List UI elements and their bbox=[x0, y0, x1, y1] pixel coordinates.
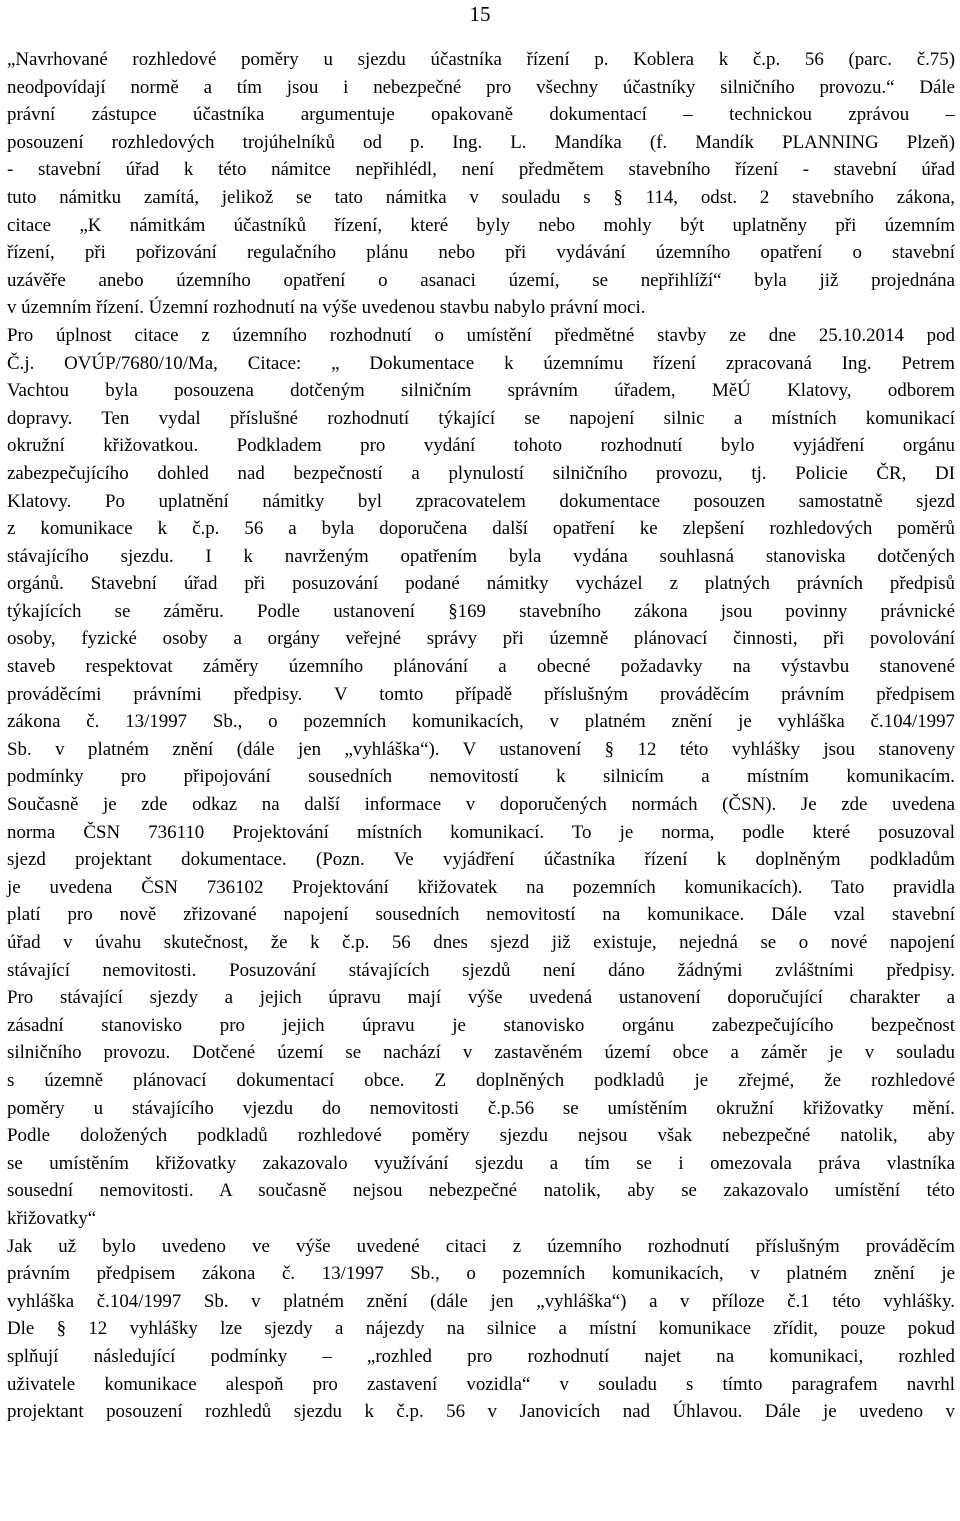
text-line: staveb respektovat záměry územního plánování a obecné požadavky na výstavbu stanovené bbox=[7, 656, 955, 678]
text-line: osoby, fyzické osoby a orgány veřejné správy při územně plánovací činnosti, při povolování bbox=[7, 628, 955, 650]
text-line: tuto námitku zamítá, jelikož se tato námitka v souladu s § 114, odst. 2 stavebního zákona, bbox=[7, 186, 955, 208]
text-line: stávající nemovitosti. Posuzování stávajících sjezdů není dáno žádnými zvláštními předpisy. bbox=[7, 959, 955, 981]
text-line: s územně plánovací dokumentací obce. Z doplněných podkladů je zřejmé, že rozhledové bbox=[7, 1069, 955, 1091]
text-line: neodpovídají normě a tím jsou i nebezpečné pro všechny účastníky silničního provozu.“ Dále bbox=[7, 76, 955, 98]
text-line: citace „K námitkám účastníků řízení, které byly nebo mohly být uplatněny při územním bbox=[7, 214, 955, 236]
text-line: z komunikace k č.p. 56 a byla doporučena další opatření ke zlepšení rozhledových poměrů bbox=[7, 518, 955, 540]
text-line: zákona č. 13/1997 Sb., o pozemních komunikacích, v platném znění je vyhláška č.104/1997 bbox=[7, 711, 955, 733]
text-line: sjezd projektant dokumentace. (Pozn. Ve vyjádření účastníka řízení k doplněným podkladům bbox=[7, 849, 955, 871]
text-line: úřad v úvahu skutečnost, že k č.p. 56 dnes sjezd již existuje, nejedná se o nové napojení bbox=[7, 932, 955, 953]
text-line: splňují následující podmínky – „rozhled pro rozhodnutí najet na komunikaci, rozhled bbox=[7, 1345, 955, 1367]
text-line: poměry u stávajícího vjezdu do nemovitosti č.p.56 se umístěním okružní křižovatky mění. bbox=[7, 1097, 955, 1119]
text-line: Sb. v platném znění (dále jen „vyhláška“). V ustanovení § 12 této vyhlášky jsou stanoveny bbox=[7, 738, 955, 760]
text-line: právní zástupce účastníka argumentuje opakovaně dokumentací – technickou zprávou – bbox=[7, 104, 955, 126]
text-line: uživatele komunikace alespoň pro zastavení vozidla“ v souladu s tímto paragrafem navrhl bbox=[7, 1373, 955, 1395]
text-line: Jak už bylo uvedeno ve výše uvedené citaci z územního rozhodnutí příslušným prováděcím bbox=[7, 1235, 955, 1257]
text-line: se umístěním křižovatky zakazovalo využívání sjezdu a tím se i omezovala práva vlastníka bbox=[7, 1152, 955, 1174]
text-line: platí pro nově zřizované napojení sousedních nemovitostí na komunikace. Dále vzal stavební bbox=[7, 904, 955, 926]
text-line: - stavební úřad k této námitce nepřihlédl, není předmětem stavebního řízení - stavební úřad bbox=[7, 159, 955, 181]
text-line: sousední nemovitosti. A současně nejsou nebezpečné natolik, aby se zakazovalo umístění této bbox=[7, 1180, 955, 1202]
text-line: Klatovy. Po uplatnění námitky byl zpracovatelem dokumentace posouzen samostatně sjezd bbox=[7, 490, 955, 512]
text-line: vyhláška č.104/1997 Sb. v platném znění (dále jen „vyhláška“) a v příloze č.1 této vyhlášky. bbox=[7, 1290, 955, 1312]
document-body bbox=[7, 46, 955, 1426]
text-line: křižovatky“ bbox=[7, 1207, 97, 1229]
text-line: podmínky pro připojování sousedních nemovitostí k silnicím a místním komunikacím. bbox=[7, 766, 955, 788]
text-line: v územním řízení. Územní rozhodnutí na výše uvedenou stavbu nabylo právní moci. bbox=[7, 297, 646, 319]
text-line: Současně je zde odkaz na další informace v doporučených normách (ČSN). Je zde uvedena bbox=[7, 794, 955, 816]
text-line: orgánů. Stavební úřad při posuzování podané námitky vycházel z platných právních předpisů bbox=[7, 573, 955, 595]
text-line: prováděcími právními předpisy. V tomto případě příslušným prováděcím právním předpisem bbox=[7, 683, 955, 705]
text-line: dopravy. Ten vydal příslušné rozhodnutí týkající se napojení silnic a místních komunikací bbox=[7, 407, 955, 429]
text-line: stávajícího sjezdu. I k navrženým opatřením byla vydána souhlasná stanoviska dotčených bbox=[7, 545, 955, 567]
text-line: právním předpisem zákona č. 13/1997 Sb., o pozemních komunikacích, v platném znění je bbox=[7, 1263, 955, 1285]
text-line: Vachtou byla posouzena dotčeným silničním správním úřadem, MěÚ Klatovy, odborem bbox=[7, 380, 955, 402]
text-line: „Navrhované rozhledové poměry u sjezdu účastníka řízení p. Koblera k č.p. 56 (parc. č.75) bbox=[7, 49, 955, 70]
text-line: Pro stávající sjezdy a jejich úpravu mají výše uvedená ustanovení doporučující charakter a bbox=[7, 987, 955, 1009]
text-line: týkajících se záměru. Podle ustanovení §169 stavebního zákona jsou povinny právnické bbox=[7, 600, 955, 622]
text-line: zabezpečujícího dohled nad bezpečností a plynulostí silničního provozu, tj. Policie ČR, DI bbox=[7, 462, 955, 484]
text-line: uzávěře anebo územního opatření o asanaci území, se nepřihlíží“ byla již projednána bbox=[7, 269, 955, 291]
text-line: Podle doložených podkladů rozhledové poměry sjezdu nejsou však nebezpečné natolik, aby bbox=[7, 1125, 955, 1147]
text-line: zásadní stanovisko pro jejich úpravu je stanovisko orgánu zabezpečujícího bezpečnost bbox=[7, 1014, 955, 1036]
text-line: projektant posouzení rozhledů sjezdu k č.p. 56 v Janovicích nad Úhlavou. Dále je uvedeno v bbox=[7, 1401, 955, 1423]
text-line: Č.j. OVÚP/7680/10/Ma, Citace: „ Dokumentace k územnímu řízení zpracovaná Ing. Petrem bbox=[7, 352, 955, 374]
page-number: 15 bbox=[469, 2, 491, 26]
text-line: je uvedena ČSN 736102 Projektování křižovatek na pozemních komunikacích). Tato pravidla bbox=[7, 876, 955, 898]
text-line: silničního provozu. Dotčené území se nachází v zastavěném území obce a záměr je v souladu bbox=[7, 1042, 955, 1064]
text-line: okružní křižovatkou. Podkladem pro vydání tohoto rozhodnutí bylo vyjádření orgánu bbox=[7, 435, 955, 457]
text-line: řízení, při pořizování regulačního plánu nebo při vydávání územního opatření o stavební bbox=[7, 242, 955, 264]
text-line: posouzení rozhledových trojúhelníků od p. Ing. L. Mandíka (f. Mandík PLANNING Plzeň) bbox=[7, 131, 955, 153]
text-line: Dle § 12 vyhlášky lze sjezdy a nájezdy na silnice a místní komunikace zřídit, pouze pokud bbox=[7, 1318, 955, 1340]
text-line: Pro úplnost citace z územního rozhodnutí o umístění předmětné stavby ze dne 25.10.2014 pod bbox=[7, 324, 955, 346]
text-line: norma ČSN 736110 Projektování místních komunikací. To je norma, podle které posuzoval bbox=[7, 821, 955, 843]
